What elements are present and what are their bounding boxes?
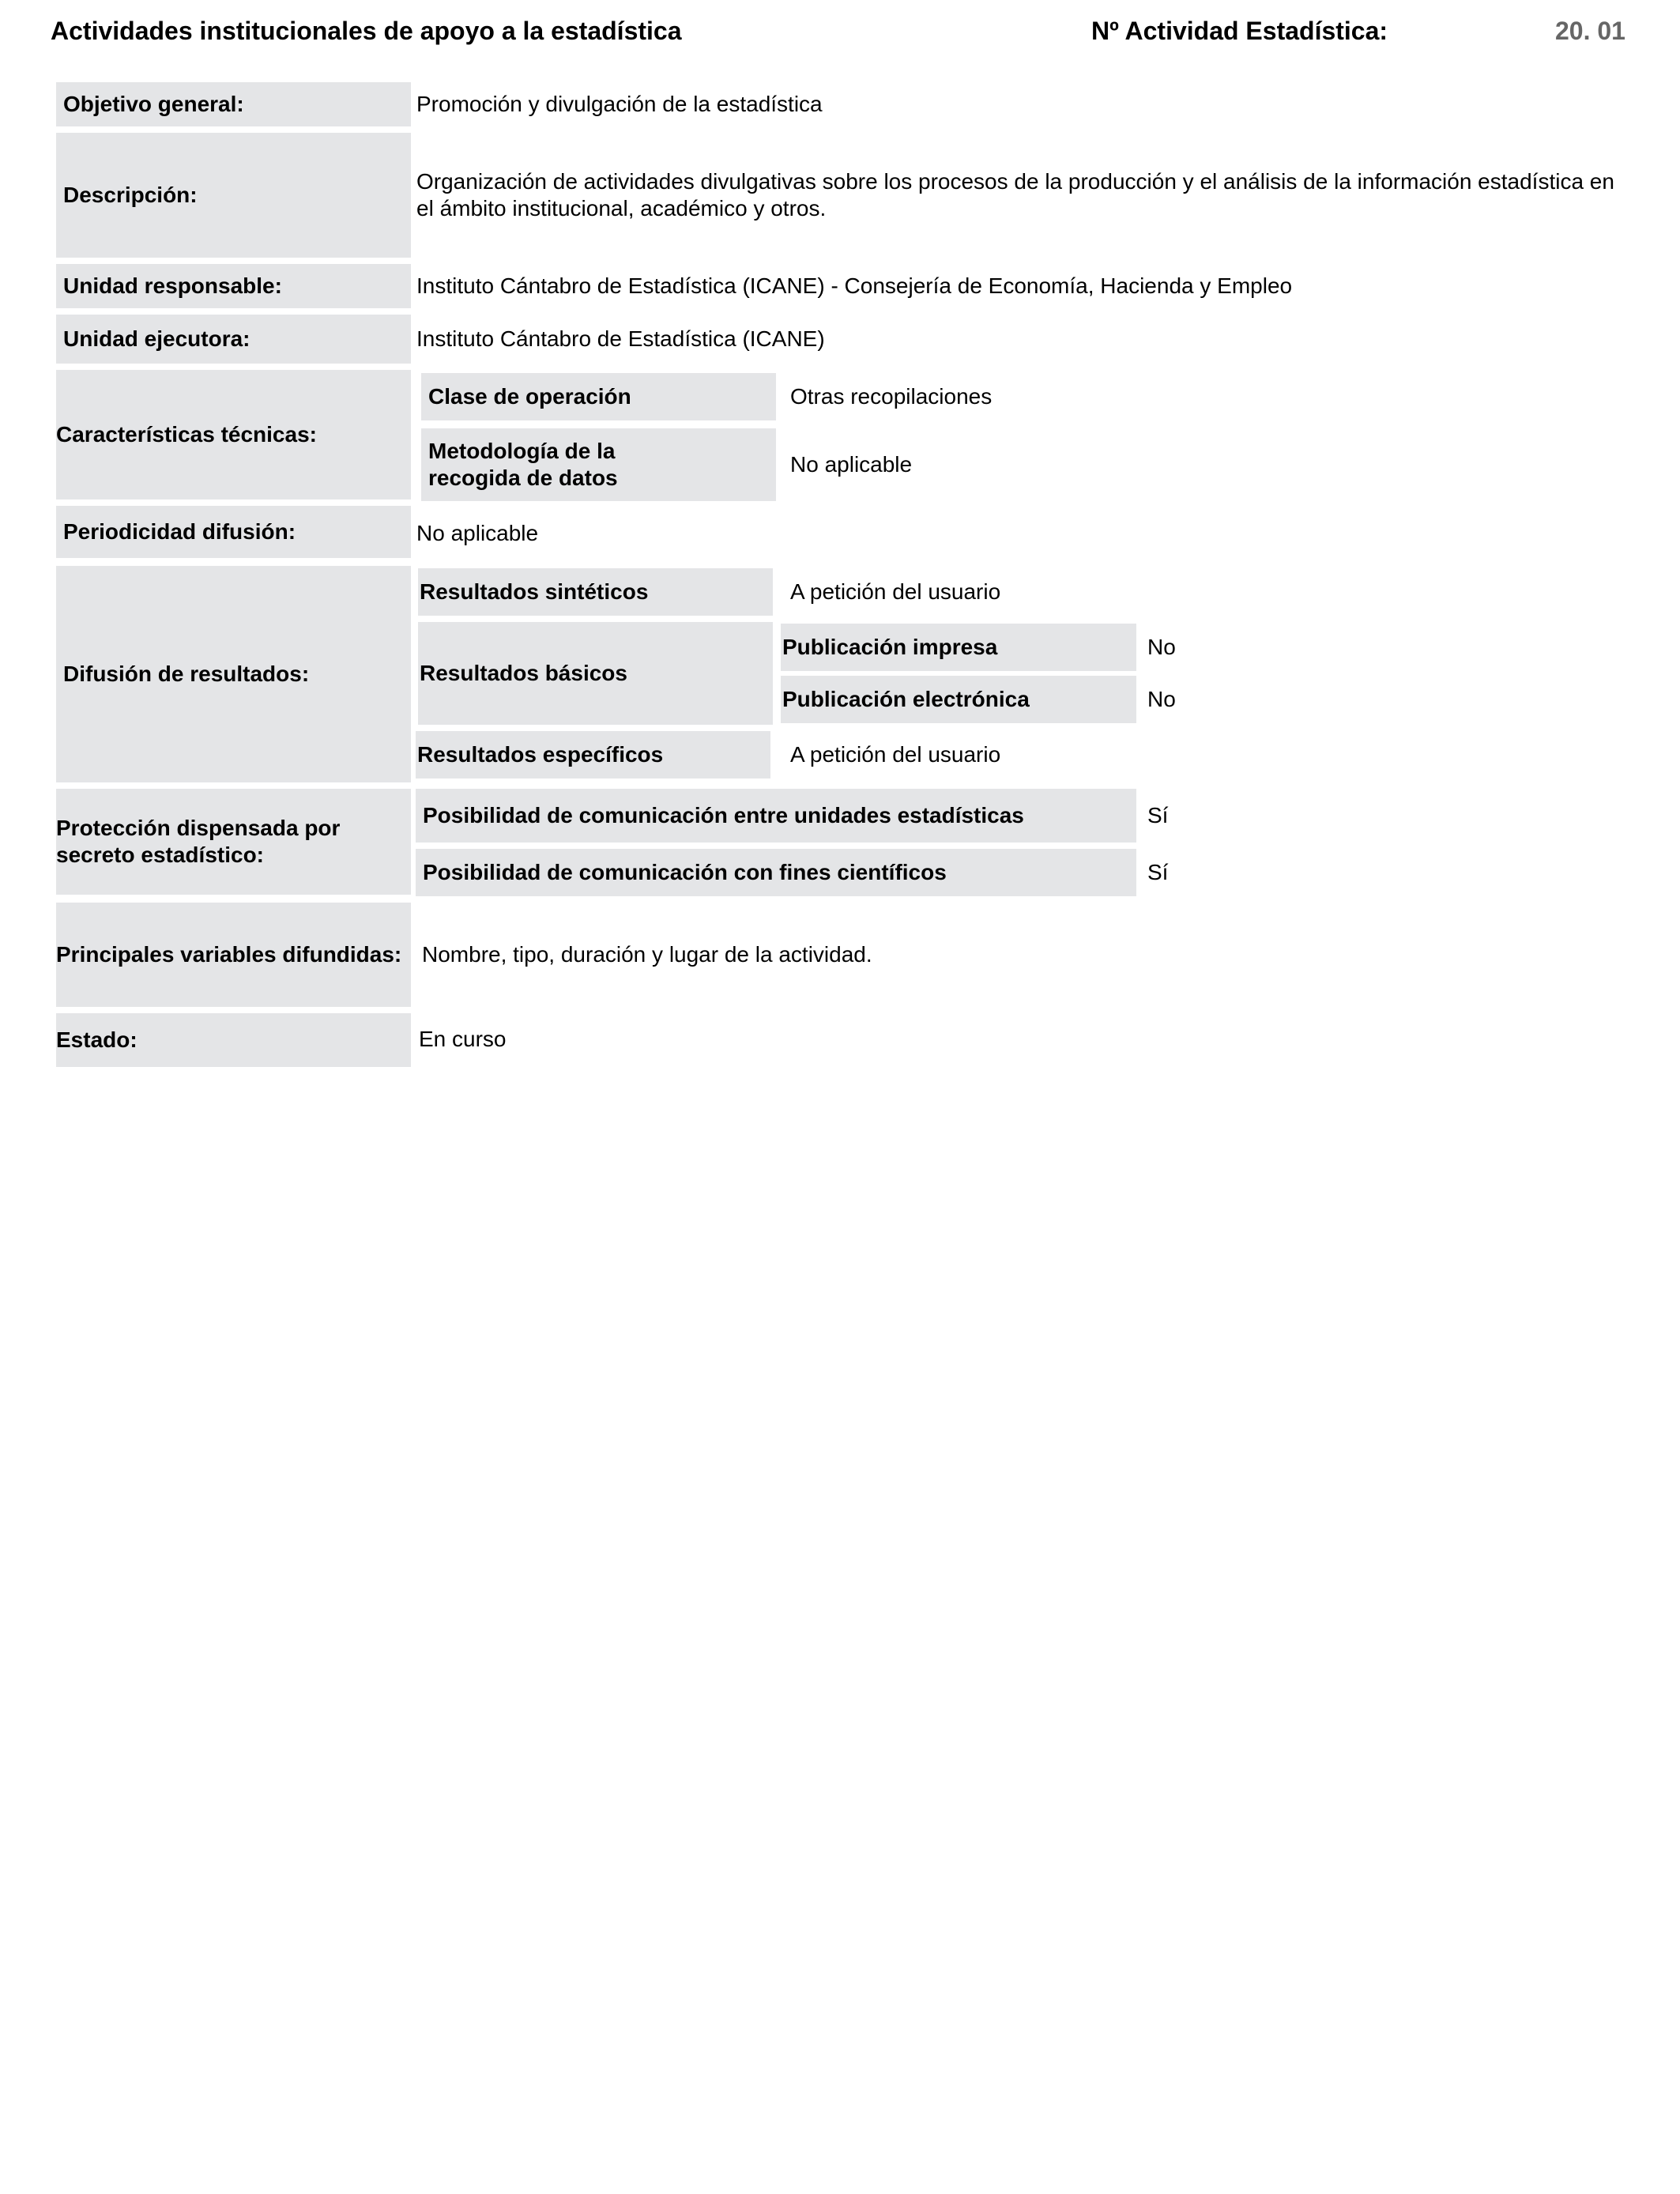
descripcion-label: Descripción:: [56, 133, 411, 258]
variables-label: Principales variables difundidas:: [56, 903, 411, 1007]
unidad-responsable-value: Instituto Cántabro de Estadística (ICANE) - Consejería de Economía, Hacienda y Empleo: [416, 273, 1293, 298]
resultados-especificos-label: Resultados específicos: [416, 731, 770, 778]
clase-operacion-label: Clase de operación: [421, 373, 776, 420]
unidad-responsable-label: Unidad responsable:: [56, 264, 411, 308]
resultados-sinteticos-value: A petición del usuario: [790, 579, 1001, 604]
variables-value: Nombre, tipo, duración y lugar de la actividad.: [422, 942, 872, 967]
objetivo-value: Promoción y divulgación de la estadística: [416, 92, 823, 116]
publicacion-electronica-label: Publicación electrónica: [781, 676, 1136, 723]
comunicacion-fines-label: Posibilidad de comunicación con fines científicos: [416, 849, 1136, 896]
unidad-ejecutora-label: Unidad ejecutora:: [56, 315, 411, 364]
resultados-especificos-value: A petición del usuario: [790, 742, 1001, 767]
metodologia-value: No aplicable: [790, 452, 913, 477]
estado-value: En curso: [419, 1027, 507, 1051]
periodicidad-label: Periodicidad difusión:: [56, 506, 411, 558]
periodicidad-value: No aplicable: [416, 521, 539, 545]
activity-number-value: 20. 01: [1555, 17, 1625, 45]
resultados-sinteticos-label: Resultados sintéticos: [418, 568, 773, 616]
proteccion-label: Protección dispensada por secreto estadístico:: [56, 789, 411, 895]
comunicacion-unidades-label: Posibilidad de comunicación entre unidades estadísticas: [416, 789, 1136, 843]
activity-number-label: Nº Actividad Estadística:: [1091, 17, 1388, 45]
difusion-label: Difusión de resultados:: [56, 566, 411, 782]
comunicacion-fines-value: Sí: [1147, 860, 1169, 884]
comunicacion-unidades-value: Sí: [1147, 803, 1169, 827]
unidad-ejecutora-value: Instituto Cántabro de Estadística (ICANE): [416, 326, 825, 351]
descripcion-value: Organización de actividades divulgativas sobre los procesos de la producción y el análisis de la información estadística en el ámbito institucional, académico y otros.: [416, 169, 1614, 221]
publicacion-impresa-label: Publicación impresa: [781, 624, 1136, 671]
objetivo-label: Objetivo general:: [56, 82, 411, 126]
caracteristicas-label: Características técnicas:: [56, 370, 411, 499]
publicacion-electronica-value: No: [1147, 687, 1176, 711]
resultados-basicos-label: Resultados básicos: [418, 622, 773, 725]
metodologia-label: Metodología de la recogida de datos: [421, 428, 776, 501]
publicacion-impresa-value: No: [1147, 635, 1176, 659]
estado-label: Estado:: [56, 1013, 411, 1067]
clase-operacion-value: Otras recopilaciones: [790, 384, 993, 409]
page-title: Actividades institucionales de apoyo a la estadística: [51, 17, 682, 45]
